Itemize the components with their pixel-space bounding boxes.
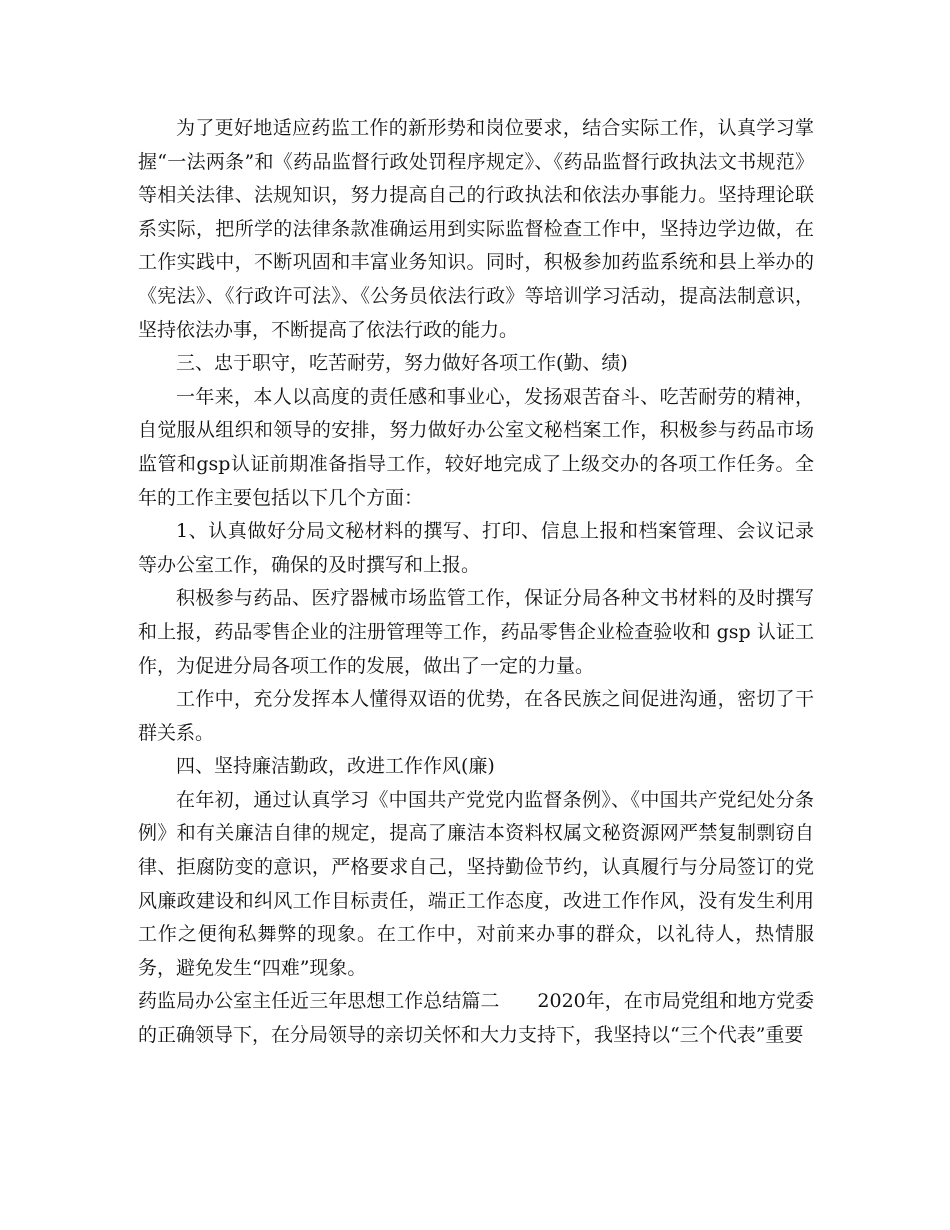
paragraph-market-supervision: 积极参与药品、医疗器械市场监管工作，保证分局各种文书材料的及时撰写和上报，药品零售企业的注册管理等工作，药品零售企业检查验收和 gsp 认证工作，为促进分局各项工作的发展，做出了一定的力量。 <box>138 587 814 677</box>
section-heading-diligence: 三、忠于职守，吃苦耐劳，努力做好各项工作(勤、绩) <box>176 352 628 375</box>
paragraph-year-review: 一年来，本人以高度的责任感和事业心，发扬艰苦奋斗、吃苦耐劳的精神，自觉服从组织和领导的安排，努力做好办公室文秘档案工作，积极参与药品市场监管和gsp认证前期准备指导工作，较好地完成了上级交办的各项工作任务。全年的工作主要包括以下几个方面： <box>138 385 814 509</box>
paragraph-law-study: 为了更好地适应药监工作的新形势和岗位要求，结合实际工作，认真学习掌握“一法两条”和《药品监督行政处罚程序规定》、《药品监督行政执法文书规范》等相关法律、法规知识，努力提高自己的行政执法和依法办事能力。坚持理论联系实际，把所学的法律条款准确运用到实际监督检查工作中，坚持边学边做，在工作实践中，不断巩固和丰富业务知识。同时，积极参加药监系统和县上举办的《宪法》、《行政许可法》、《公务员依法行政》等培训学习活动，提高法制意识，坚持依法办事，不断提高了依法行政的能力。 <box>138 117 814 341</box>
part-two-body: 2020年，在市局党组和地方党委的正确领导下，在分局领导的亲切关怀和大力支持下，我坚持以“三个代表”重要 <box>138 990 814 1047</box>
paragraph-part-two <box>138 985 814 1052</box>
paragraph-integrity-study: 在年初，通过认真学习《中国共产党党内监督条例》、《中国共产党纪处分条例》和有关廉洁自律的规定，提高了廉洁本资料权属文秘资源网严禁复制剽窃自律、拒腐防变的意识，严格要求自己，坚持勤俭节约，认真履行与分局签订的党风廉政建设和纠风工作目标责任，端正工作态度，改进工作作风，没有发生利用工作之便徇私舞弊的现象。在工作中，对前来办事的群众，以礼待人，热情服务，避免发生“四难”现象。 <box>138 788 814 979</box>
paragraph-bilingual: 工作中，充分发挥本人懂得双语的优势，在各民族之间促进沟通，密切了干群关系。 <box>138 688 814 744</box>
part-two-title: 药监局办公室主任近三年思想工作总结篇二 <box>138 990 500 1013</box>
section-heading-integrity: 四、坚持廉洁勤政，改进工作作风(廉) <box>176 755 495 778</box>
paragraph-item-1: 1、认真做好分局文秘材料的撰写、打印、信息上报和档案管理、会议记录等办公室工作，确保的及时撰写和上报。 <box>138 520 814 576</box>
document-body <box>138 112 814 1053</box>
